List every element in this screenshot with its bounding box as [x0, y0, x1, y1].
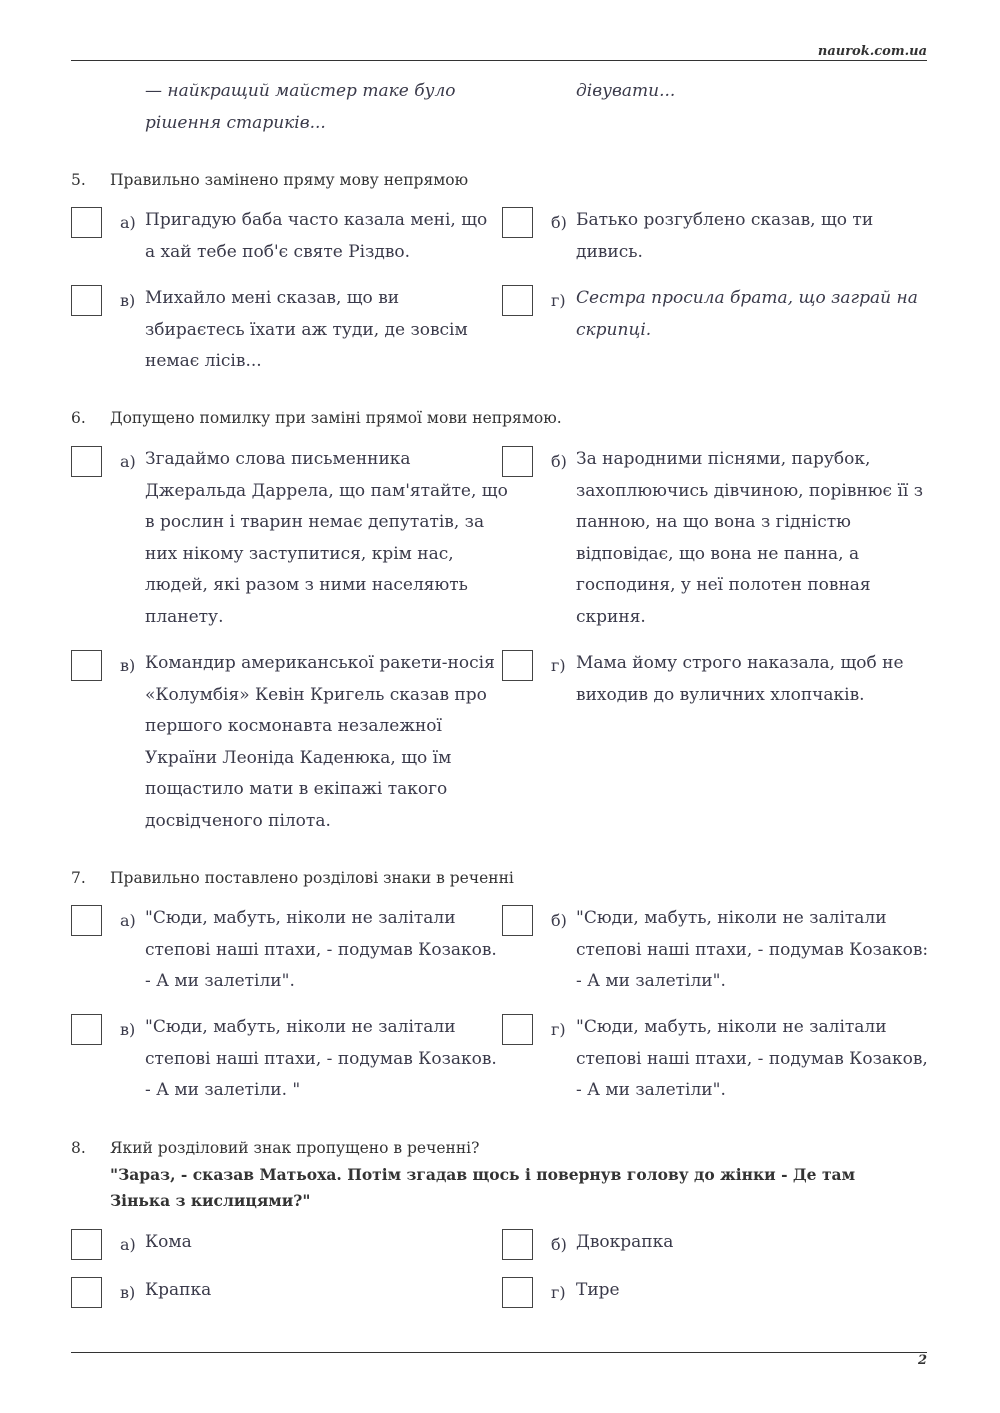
- answer-checkbox-8b[interactable]: [502, 1229, 533, 1260]
- option-8v-text: Крапка: [145, 1280, 212, 1300]
- header-divider: [71, 60, 927, 61]
- answer-checkbox-7v[interactable]: [71, 1014, 102, 1045]
- option-6a-text: Згадаймо слова письменника Джеральда Даррела, що пам'ятайте, що в рослин і тварин немає депутатів, за них нікому заступитися, крім нас, людей, які разом з ними населяють планету.: [145, 449, 508, 627]
- option-letter: г): [551, 1283, 566, 1302]
- option-8a-text: Кома: [145, 1232, 192, 1252]
- answer-checkbox-7b[interactable]: [502, 905, 533, 936]
- page-number: 2: [917, 1353, 927, 1368]
- answer-checkbox-5b[interactable]: [502, 207, 533, 238]
- answer-checkbox-8g[interactable]: [502, 1277, 533, 1308]
- answer-checkbox-5g[interactable]: [502, 285, 533, 316]
- answer-checkbox-6v[interactable]: [71, 650, 102, 681]
- option-letter: а): [120, 911, 136, 930]
- option-8b-text: Двокрапка: [576, 1232, 674, 1252]
- option-letter: б): [551, 911, 567, 930]
- answer-checkbox-5a[interactable]: [71, 207, 102, 238]
- answer-checkbox-6g[interactable]: [502, 650, 533, 681]
- option-letter: б): [551, 452, 567, 471]
- option-letter: г): [551, 1020, 566, 1039]
- question-8-sentence: "Зараз, - сказав Матьоха. Потім згадав щось і повернув голову до жінки - Де там Зінька з кислицями?": [110, 1165, 856, 1210]
- option-5g-text: Сестра просила брата, що заграй на скрипці.: [576, 288, 918, 340]
- footer-divider: [71, 1352, 927, 1353]
- answer-checkbox-7a[interactable]: [71, 905, 102, 936]
- answer-checkbox-5v[interactable]: [71, 285, 102, 316]
- carryover-text-right: дівувати...: [576, 81, 676, 101]
- option-letter: в): [120, 656, 136, 675]
- option-5a-text: Пригадую баба часто казала мені, що а хай тебе поб'є святе Різдво.: [145, 210, 488, 262]
- option-letter: г): [551, 656, 566, 675]
- answer-checkbox-6a[interactable]: [71, 446, 102, 477]
- option-letter: а): [120, 1235, 136, 1254]
- option-7g-text: "Сюди, мабуть, ніколи не залітали степові наші птахи, - подумав Козаков, - А ми залетіли".: [576, 1017, 928, 1100]
- option-letter: а): [120, 452, 136, 471]
- option-8g-text: Тире: [576, 1280, 620, 1300]
- carryover-text-left: — найкращий майстер таке було рішення стариків...: [145, 81, 456, 133]
- option-letter: а): [120, 213, 136, 232]
- option-letter: в): [120, 1020, 136, 1039]
- option-6b-text: За народними піснями, парубок, захоплюючись дівчиною, порівнює її з панною, на що вона з гідністю відповідає, що вона не панна, а господиня, у неї полотен повная скриня.: [576, 449, 923, 627]
- option-7v-text: "Сюди, мабуть, ніколи не залітали степові наші птахи, - подумав Козаков. - А ми залетіли. ": [145, 1017, 497, 1100]
- option-letter: б): [551, 213, 567, 232]
- answer-checkbox-6b[interactable]: [502, 446, 533, 477]
- option-6v-text: Командир американської ракети-носія «Колумбія» Кевін Кригель сказав про першого космонавта незалежної України Леоніда Каденюка, що їм пощастило мати в екіпажі такого досвідченого пілота.: [145, 653, 495, 831]
- option-letter: г): [551, 291, 566, 310]
- answer-checkbox-8a[interactable]: [71, 1229, 102, 1260]
- option-5v-text: Михайло мені сказав, що ви збираєтесь їхати аж туди, де зовсім немає лісів...: [145, 288, 468, 371]
- site-name: naurok.com.ua: [817, 44, 927, 59]
- option-letter: в): [120, 1283, 136, 1302]
- option-6g-text: Мама йому строго наказала, щоб не виходив до вуличних хлопчаків.: [576, 653, 904, 705]
- answer-checkbox-7g[interactable]: [502, 1014, 533, 1045]
- option-7b-text: "Сюди, мабуть, ніколи не залітали степові наші птахи, - подумав Козаков: - А ми залетіли".: [576, 908, 929, 991]
- option-5b-text: Батько розгублено сказав, що ти дивись.: [576, 210, 874, 262]
- answer-checkbox-8v[interactable]: [71, 1277, 102, 1308]
- option-letter: в): [120, 291, 136, 310]
- option-7a-text: "Сюди, мабуть, ніколи не залітали степові наші птахи, - подумав Козаков. - А ми залетіли".: [145, 908, 497, 991]
- option-letter: б): [551, 1235, 567, 1254]
